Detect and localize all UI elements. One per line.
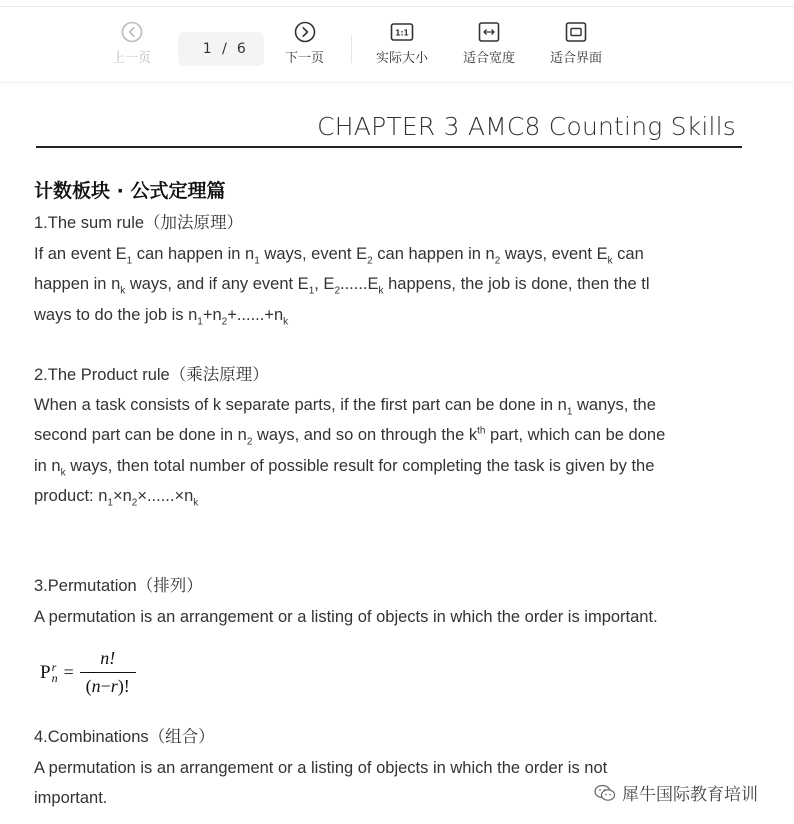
product-rule-line-3: in $n_k$ ways, then total number of possible result for completing the task is given by the [34, 457, 655, 479]
combinations-heading: 4.Combinations（组合） [34, 728, 215, 746]
sum-rule-heading: 1.The sum rule（加法原理） [34, 214, 244, 232]
actual-size-label: 实际大小 [376, 51, 429, 66]
watermark [590, 778, 762, 807]
formula-equals: = [63, 662, 74, 682]
fit-width-label: 适合宽度 [463, 51, 516, 66]
page-separator: / [222, 41, 227, 57]
actual-size-button[interactable] [376, 21, 428, 67]
combinations-line-2: important. [34, 789, 108, 807]
fit-width-button[interactable] [463, 21, 515, 67]
pdf-viewer-toolbar [0, 6, 794, 81]
fit-page-button[interactable] [550, 21, 602, 67]
sum-rule-line-1: If an event $E_1$ can happen in $n_1$ ways, event $E_2$ can happen in $n_2$ ways, event $E_k$ can [34, 245, 644, 267]
document-page [0, 80, 794, 824]
product-rule-line-2: second part can be done in $n_2$ ways, and so on through the $k^{th}$ part, which can be done [34, 425, 666, 448]
toolbar-divider [351, 35, 352, 63]
actual-size-icon [390, 21, 414, 43]
chevron-right-circle-icon [294, 21, 316, 43]
product-rule-heading: 2.The Product rule（乘法原理） [34, 366, 269, 384]
current-page-input[interactable] [196, 41, 218, 57]
fit-page-icon [565, 21, 587, 43]
formula-p: P [40, 661, 51, 683]
formula-denominator: (n−r)! [85, 676, 130, 696]
actual-size-icon-text: 1:1 [395, 28, 409, 38]
sum-rule-line-3: ways to do the job is $n_1+n_2+......+n_k$ [34, 306, 289, 328]
formula-fraction [80, 648, 136, 697]
watermark-text: 犀牛国际教育培训 [622, 785, 758, 805]
sum-rule-line-2: happen in $n_k$ ways, and if any event $E_1$, $E_2......E_k$ happens, the job is done, then the tl [34, 275, 650, 297]
prev-page-button[interactable] [112, 21, 151, 67]
fit-page-label: 适合界面 [550, 51, 603, 66]
page-indicator [178, 32, 264, 66]
fit-width-icon [478, 21, 500, 43]
permutation-formula [40, 648, 136, 697]
formula-numerator: n! [100, 648, 116, 668]
combinations-line-1: A permutation is an arrangement or a listing of objects in which the order is not [34, 759, 608, 777]
chapter-rule [36, 146, 742, 148]
next-page-label: 下一页 [285, 51, 325, 66]
wechat-icon [594, 784, 616, 802]
formula-scripts: r n [51, 659, 58, 685]
next-page-button[interactable] [285, 21, 324, 67]
chapter-title: CHAPTER 3 AMC8 Counting Skills [317, 112, 736, 141]
prev-page-label: 上一页 [112, 51, 152, 66]
total-pages: 6 [236, 41, 246, 57]
product-rule-line-4: product: $n_1\times n_2\times......\times n_k$ [34, 487, 199, 509]
permutation-heading: 3.Permutation（排列） [34, 577, 203, 595]
permutation-text: A permutation is an arrangement or a listing of objects in which the order is important. [34, 608, 658, 626]
chevron-left-circle-icon [121, 21, 143, 43]
section-heading: 计数板块 · 公式定理篇 [34, 180, 226, 202]
product-rule-line-1: When a task consists of k separate parts, if the first part can be done in $n_1$ wanys, the [34, 396, 656, 418]
